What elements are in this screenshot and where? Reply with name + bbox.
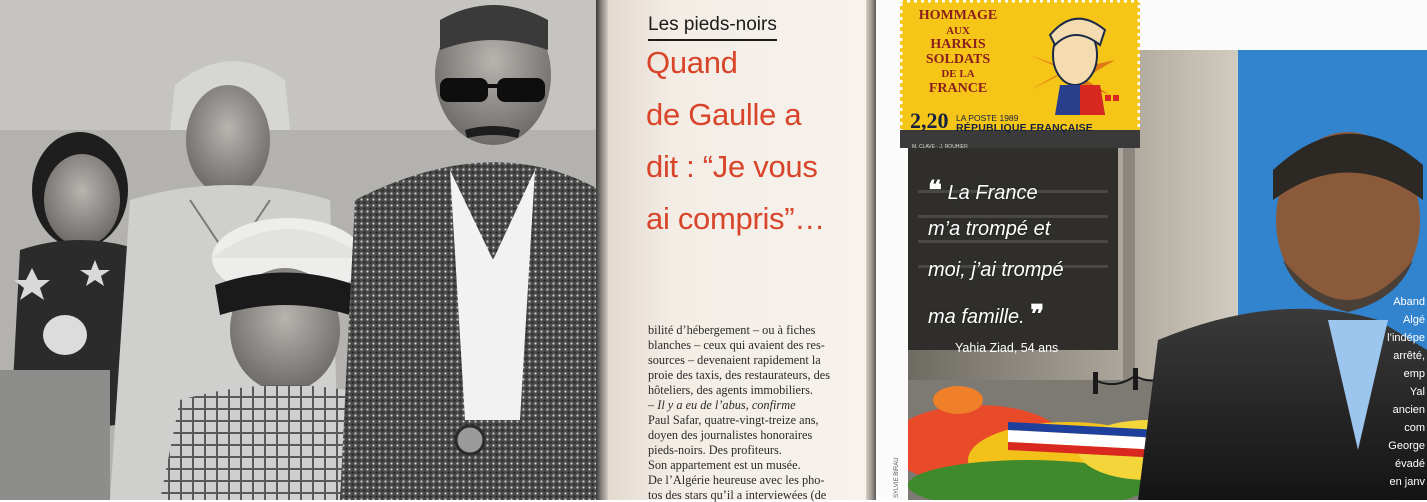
- stamp-title-line: FRANCE: [928, 80, 988, 96]
- caption-line: arrêté,: [1393, 350, 1425, 362]
- body-text-line: Paul Safar, quatre-vingt-treize ans,: [648, 413, 819, 427]
- caption-line: Yal: [1409, 386, 1425, 398]
- quote-author: Yahia Ziad, 54 ans: [955, 341, 1059, 355]
- body-text-line: proie des taxis, des restaurateurs, des: [648, 368, 831, 382]
- stamp-poste: LA POSTE 1989: [956, 113, 1019, 123]
- body-text-line: sources – devenaient rapidement la: [648, 353, 821, 367]
- caption-line: emp: [1403, 368, 1425, 380]
- caption-line: George: [1388, 440, 1425, 452]
- stamp-title: [912, 9, 1004, 96]
- quote-line: m’a trompé et: [928, 218, 1051, 240]
- caption-line: ancien: [1392, 404, 1425, 416]
- section-rubric: Les pieds-noirs: [648, 14, 777, 41]
- caption-line: l’indépe: [1387, 332, 1425, 344]
- caption-line: en janv: [1389, 476, 1425, 488]
- photo-credit-text: SYLVIE BIRAU: [894, 457, 900, 498]
- caption-line: com: [1404, 422, 1425, 434]
- stamp-country: RÉPUBLIQUE FRANÇAISE: [956, 122, 1094, 134]
- body-text-line: pieds-noirs. Des profiteurs.: [648, 443, 782, 457]
- postage-stamp: [900, 0, 1140, 148]
- family-photo: [0, 0, 600, 500]
- open-quote-icon: ❝: [928, 176, 942, 205]
- body-text-line: bilité d’hébergement – ou à fiches: [648, 323, 816, 337]
- close-quote-icon: ❞: [1030, 300, 1045, 329]
- body-text-line: hôteliers, des agents immobiliers.: [648, 383, 813, 397]
- headline-line: de Gaulle a: [646, 97, 802, 132]
- stamp-title-line: DE LA: [941, 68, 975, 80]
- caption-line: Algé: [1402, 314, 1425, 326]
- caption-line: Aband: [1393, 296, 1425, 308]
- stamp-credits: M. CLAVE · J. ROUHIER: [912, 144, 968, 150]
- headline-line: Quand: [646, 45, 738, 80]
- stamp-title-line: HOMMAGE: [918, 8, 998, 23]
- headline-line: ai compris”…: [646, 201, 825, 236]
- quote-text: ma famille.: [928, 306, 1025, 328]
- stamp-value: 2,20: [910, 108, 949, 133]
- stamp-title-line: AUX: [946, 24, 970, 37]
- body-text-line: tos des stars qu’il a interviewées (de: [648, 488, 827, 502]
- quote-line: [928, 176, 1038, 206]
- family-photo-illustration: [0, 0, 600, 500]
- article-page: [608, 0, 866, 500]
- stamp-title-line: HARKIS: [930, 37, 986, 52]
- body-text-line: doyen des journalistes honoraires: [648, 428, 813, 442]
- body-text-line: blanches – ceux qui avaient des res-: [648, 338, 825, 352]
- body-text-line: De l’Algérie heureuse avec les pho-: [648, 473, 825, 487]
- body-text-line: – Il y a eu de l’abus, confirme: [648, 398, 796, 412]
- quote-line: moi, j’ai trompé: [928, 259, 1064, 281]
- quote-line: [928, 300, 1044, 330]
- stamp-title-line: SOLDATS: [925, 51, 991, 67]
- caption-line: évadé: [1395, 458, 1425, 470]
- quote-text: La France: [947, 182, 1038, 204]
- page-edge: [866, 0, 876, 500]
- headline-line: dit : “Je vous: [646, 149, 818, 184]
- body-text-line: Son appartement est un musée.: [648, 458, 801, 472]
- photo-credit: [892, 448, 902, 498]
